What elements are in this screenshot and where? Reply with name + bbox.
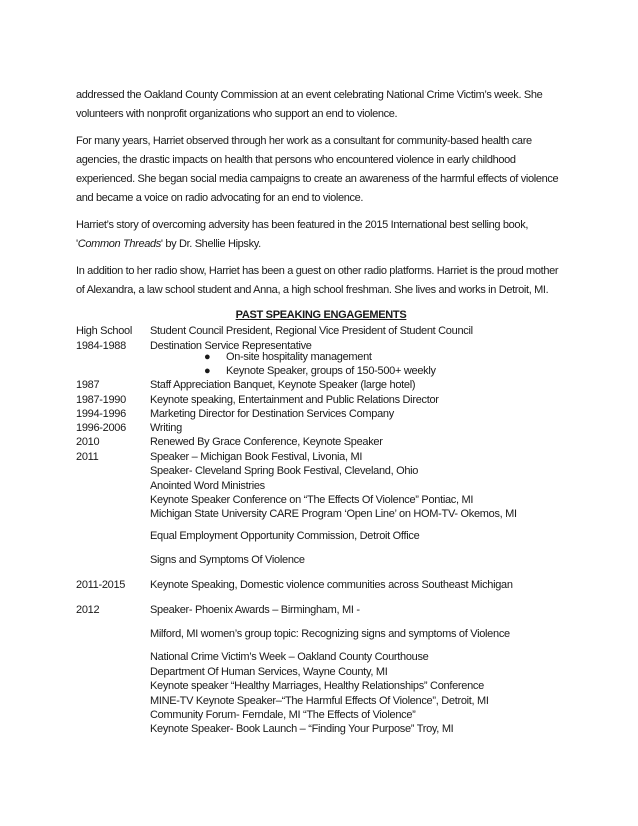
engagement-text: Speaker – Michigan Book Festival, Livonia, MI (150, 451, 363, 463)
section-heading: PAST SPEAKING ENGAGEMENTS (235, 309, 407, 321)
engagement-year: 1996-2006 (76, 422, 126, 434)
bullet-text: Keynote Speaker, groups of 150-500+ weekly (226, 365, 436, 377)
engagement-text: Department Of Human Services, Wayne County, MI (150, 666, 388, 678)
engagement-text: Speaker- Cleveland Spring Book Festival, Cleveland, Ohio (150, 465, 419, 477)
bio-p3-end: ' by Dr. Shellie Hipsky. (160, 238, 261, 250)
bio-paragraph-2: For many years, Harriet observed through her work as a consultant for community-based health care agencies, the drastic impacts on health that persons who encountered violence in early childhood experienced. She began social media campaigns to create an awareness of the harmful effects of violence and became a voice on radio advocating for an end to violence. (76, 135, 559, 204)
engagement-text: Signs and Symptoms Of Violence (150, 554, 305, 566)
engagement-year: 2011-2015 (76, 579, 126, 591)
engagement-text: Community Forum- Ferndale, MI “The Effects of Violence” (150, 709, 416, 721)
engagement-text: Marketing Director for Destination Services Company (150, 408, 394, 420)
engagement-text: Anointed Word Ministries (150, 480, 265, 492)
engagement-year: 2012 (76, 604, 100, 616)
bio-paragraph-1: addressed the Oakland County Commission at an event celebrating National Crime Victim’s week. She volunteers with nonprofit organizations who support an end to violence. (76, 89, 543, 120)
engagement-text: Renewed By Grace Conference, Keynote Speaker (150, 436, 383, 448)
engagement-text: Keynote speaker “Healthy Marriages, Healthy Relationships” Conference (150, 680, 484, 692)
engagement-year: High School (76, 325, 133, 337)
engagement-text: Writing (150, 422, 182, 434)
bio-paragraph-3 (76, 216, 566, 254)
bullet-dot-icon: ● (204, 365, 211, 377)
engagement-text: Keynote Speaker- Book Launch – “Finding Your Purpose” Troy, MI (150, 723, 454, 735)
engagement-text: Keynote speaking, Entertainment and Public Relations Director (150, 394, 439, 406)
book-title: Common Threads (77, 238, 161, 250)
engagement-year: 1987 (76, 379, 100, 391)
engagement-text: Speaker- Phoenix Awards – Birmingham, MI - (150, 604, 360, 616)
engagement-year: 1984-1988 (76, 340, 126, 352)
engagement-year: 2011 (76, 451, 99, 463)
engagement-year: 1987-1990 (76, 394, 126, 406)
engagement-text: Michigan State University CARE Program ‘Open Line’ on HOM-TV- Okemos, MI (150, 508, 517, 520)
engagement-text: National Crime Victim’s Week – Oakland County Courthouse (150, 651, 429, 663)
engagement-text: MINE-TV Keynote Speaker–“The Harmful Effects Of Violence”, Detroit, MI (150, 695, 489, 707)
engagement-text: Keynote Speaking, Domestic violence communities across Southeast Michigan (150, 579, 513, 591)
engagement-text: Staff Appreciation Banquet, Keynote Speaker (large hotel) (150, 379, 416, 391)
engagement-year: 1994-1996 (76, 408, 126, 420)
bio-p3-start: Harriet’s story of overcoming adversity has been featured in the 2015 International best selling book, ' (76, 219, 529, 250)
biography-section (76, 86, 566, 308)
bullet-dot-icon: ● (204, 351, 211, 363)
engagement-year: 2010 (76, 436, 100, 448)
engagement-text: Destination Service Representative (150, 340, 312, 352)
bullet-item (204, 364, 436, 379)
engagement-text: Milford, MI women’s group topic: Recognizing signs and symptoms of Violence (150, 628, 510, 640)
bio-paragraph-4: In addition to her radio show, Harriet has been a guest on other radio platforms. Harriet is the proud mother of Alexandra, a law school student and Anna, a high school freshman. She lives and works in Detroit, MI. (76, 265, 559, 296)
engagement-text: Equal Employment Opportunity Commission, Detroit Office (150, 530, 420, 542)
engagement-text: Keynote Speaker Conference on “The Effects Of Violence” Pontiac, MI (150, 494, 474, 506)
bullet-item (204, 350, 372, 365)
bullet-text: On-site hospitality management (226, 351, 372, 363)
engagement-text: Student Council President, Regional Vice President of Student Council (150, 325, 473, 337)
